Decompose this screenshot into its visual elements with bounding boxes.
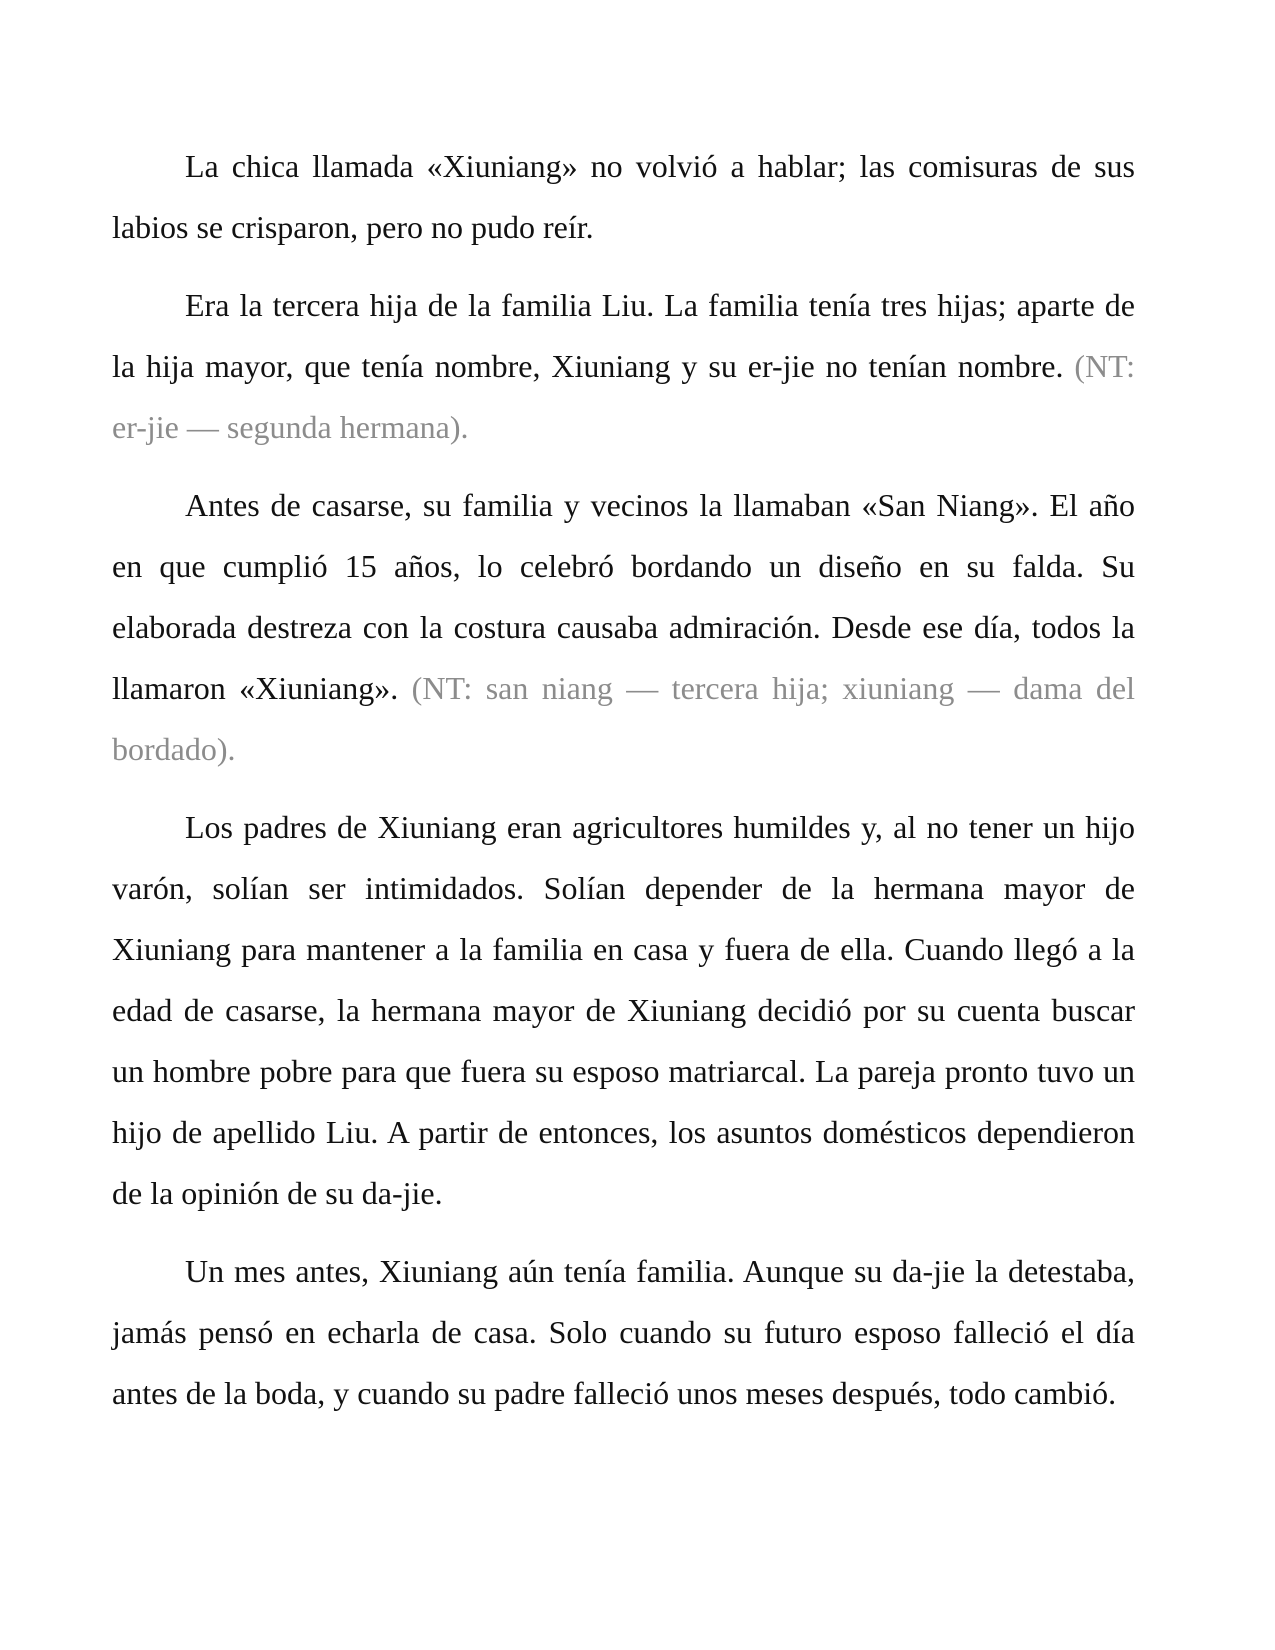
document-page bbox=[112, 136, 1135, 1441]
paragraph-text: Un mes antes, Xiuniang aún tenía familia. Aunque su da-jie la detestaba, jamás pensó en echarla de casa. Solo cuando su futuro esposo falleció el día antes de la boda, y cuando su padre falleció unos meses después, todo cambió. bbox=[112, 1253, 1135, 1411]
paragraph-text: Antes de casarse, su familia y vecinos la llamaban «San Niang». El año en que cumplió 15 años, lo celebró bordando un diseño en su falda. Su elaborada destreza con la costura causaba admiración. Desde ese día, todos la llamaron «Xiuniang». bbox=[112, 487, 1135, 706]
translator-note: (NT: er-jie — segunda hermana). bbox=[112, 348, 1136, 445]
paragraph-5 bbox=[112, 1241, 1135, 1424]
paragraph-3 bbox=[112, 475, 1135, 780]
paragraph-4 bbox=[112, 797, 1135, 1224]
paragraph-text: Era la tercera hija de la familia Liu. La familia tenía tres hijas; aparte de la hija mayor, que tenía nombre, Xiuniang y su er-jie no tenían nombre. bbox=[112, 287, 1135, 384]
paragraph-1 bbox=[112, 136, 1135, 258]
translator-note: (NT: san niang — tercera hija; xiuniang — dama del bordado). bbox=[112, 670, 1136, 767]
paragraph-2 bbox=[112, 275, 1135, 458]
paragraph-text: La chica llamada «Xiuniang» no volvió a hablar; las comisuras de sus labios se crisparon, pero no pudo reír. bbox=[112, 148, 1135, 245]
paragraph-text: Los padres de Xiuniang eran agricultores humildes y, al no tener un hijo varón, solían ser intimidados. Solían depender de la hermana mayor de Xiuniang para mantener a la familia en casa y fuera de ella. Cuando llegó a la edad de casarse, la hermana mayor de Xiuniang decidió por su cuenta buscar un hombre pobre para que fuera su esposo matriarcal. La pareja pronto tuvo un hijo de apellido Liu. A partir de entonces, los asuntos domésticos dependieron de la opinión de su da-jie. bbox=[112, 809, 1135, 1211]
